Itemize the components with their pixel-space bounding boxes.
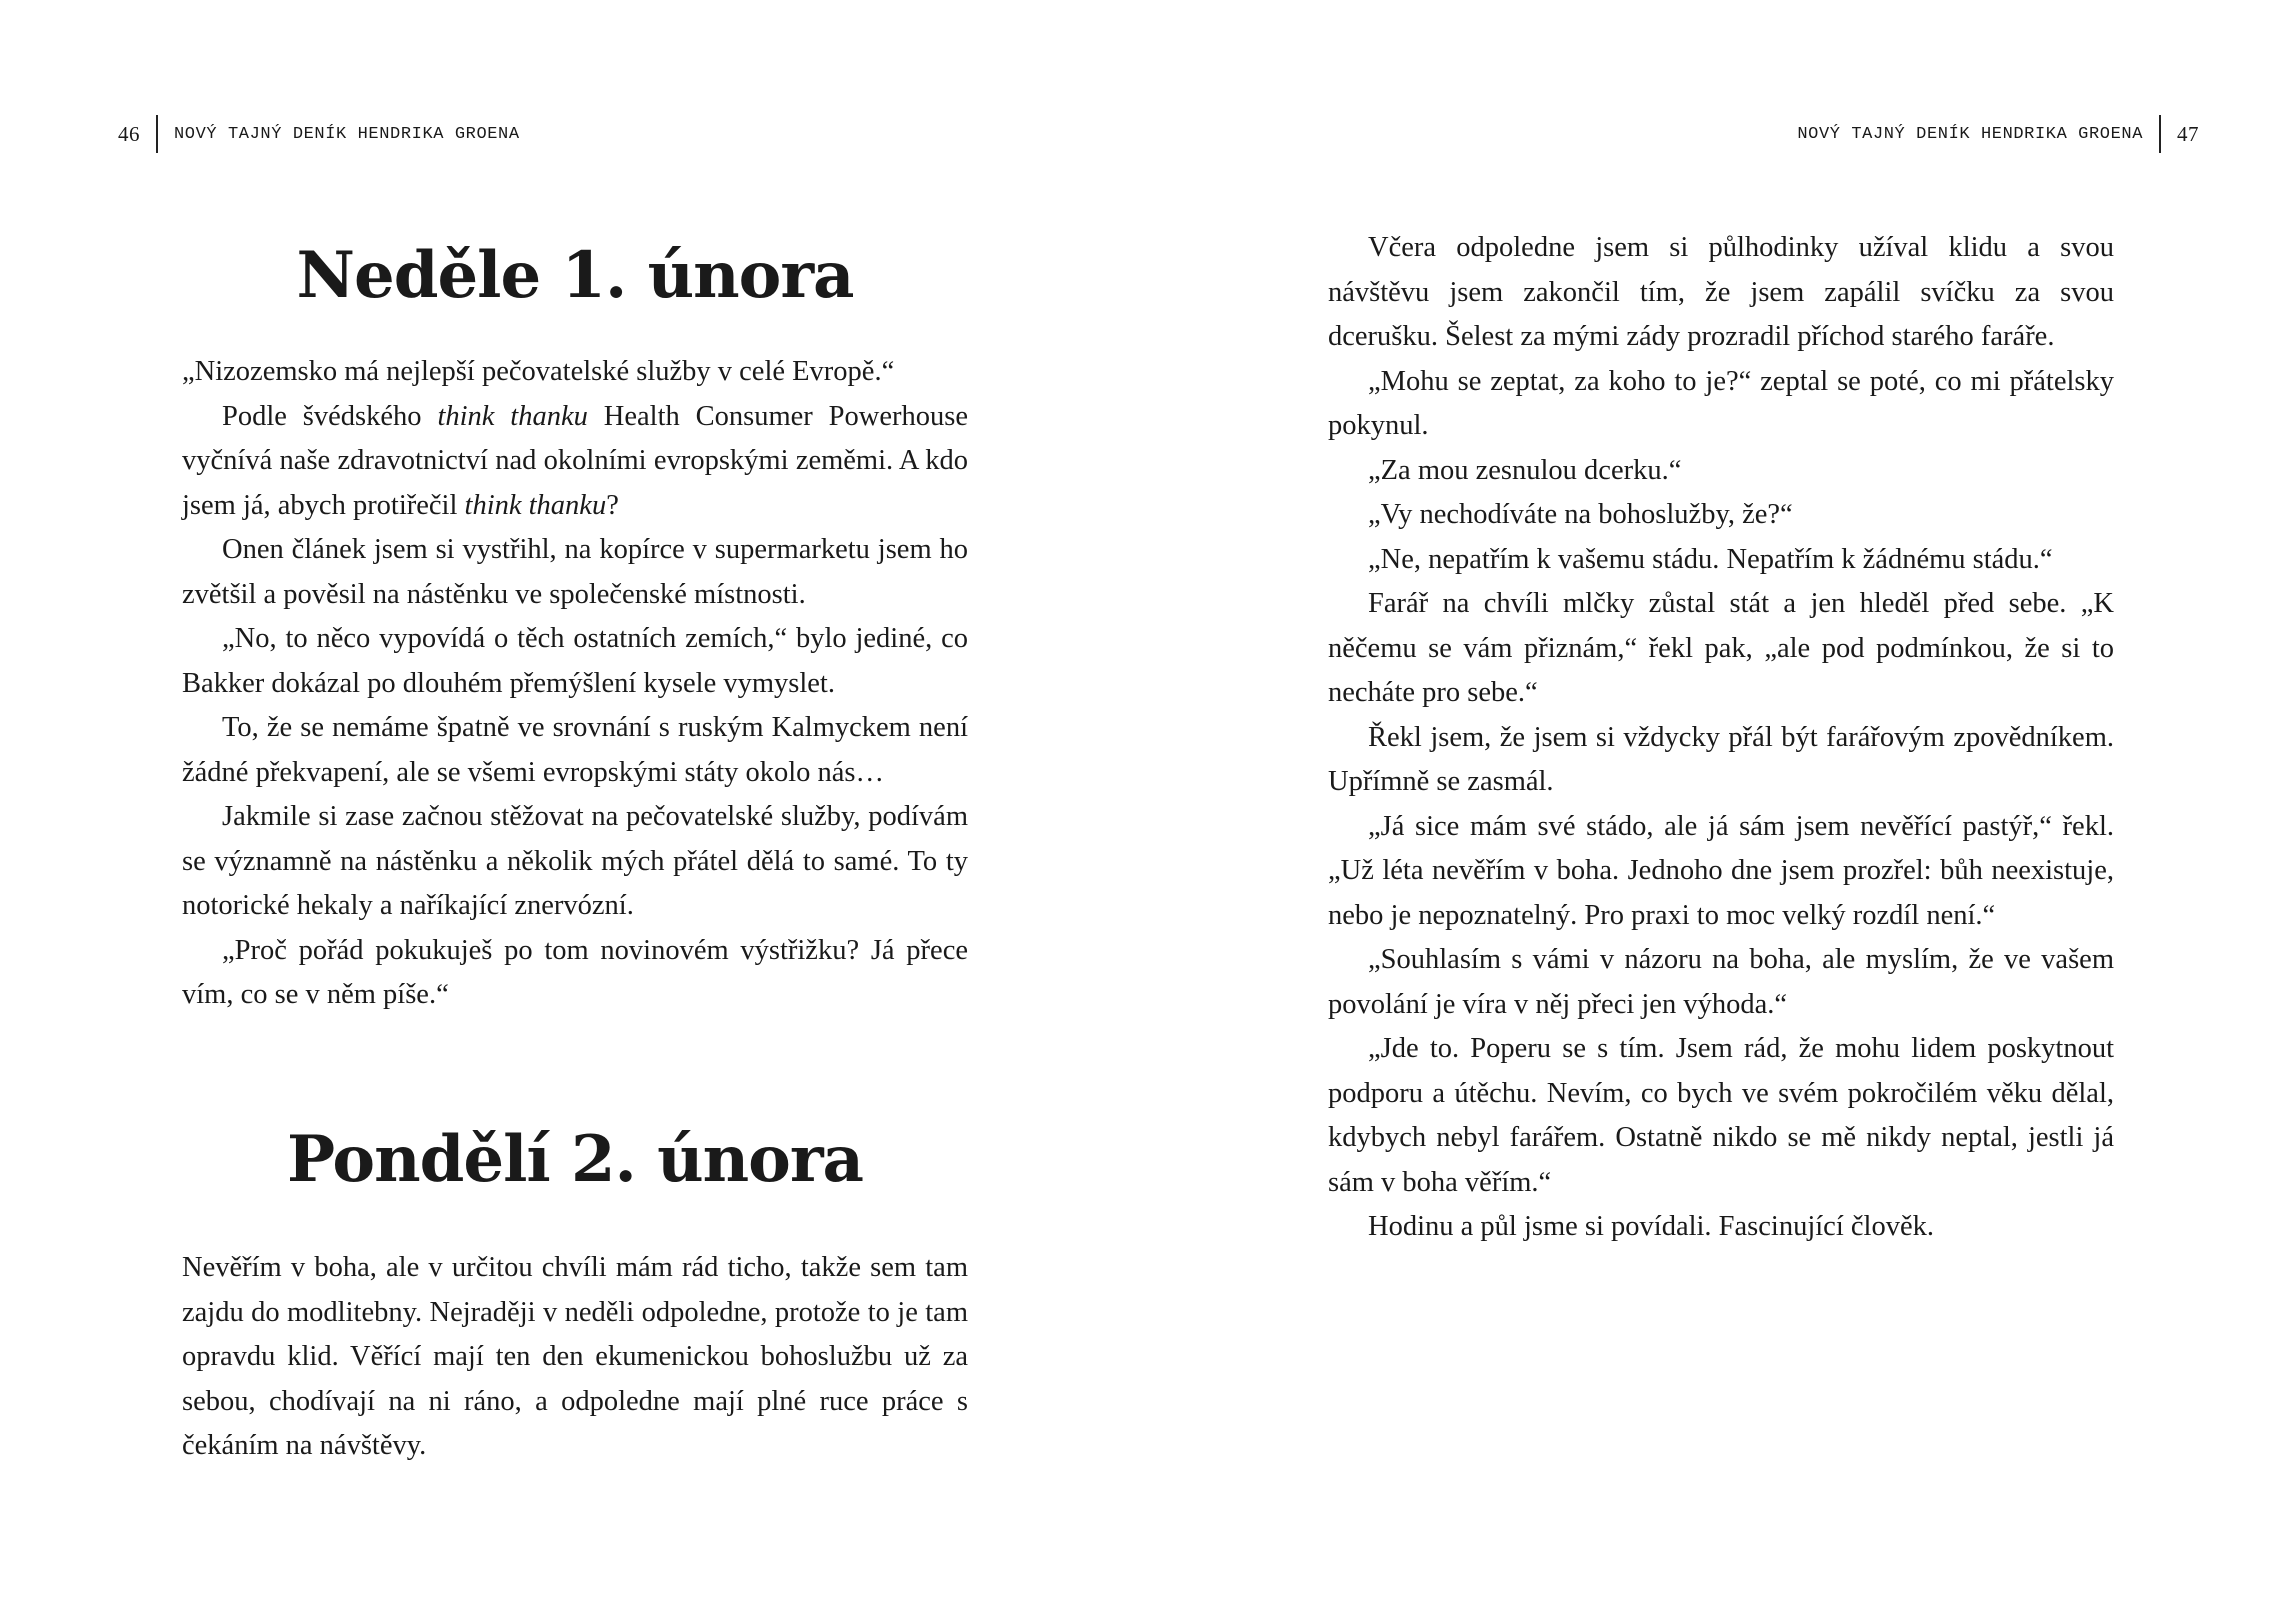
section-sunday <box>182 238 968 1018</box>
paragraph: To, že se nemáme špatně ve srovnání s ruským Kalmyckem není žádné překvapení, ale se všemi evropskými státy okolo nás… <box>182 712 968 788</box>
paragraph: „Vy nechodíváte na bohoslužby, že?“ <box>1368 499 1793 530</box>
paragraph: Jakmile si zase začnou stěžovat na pečovatelské služby, podívám se významně na nástěnku a několik mých přátel dělá to samé. To ty notorické hekaly a naříkající znervózní. <box>182 801 968 921</box>
paragraph: Nevěřím v boha, ale v určitou chvíli mám rád ticho, takže sem tam zajdu do modlitebny. Nejraději v neděli odpoledne, protože to je tam opravdu klid. Věřící mají ten den ekumenickou bohoslužbu už za sebou, chodívají na ni ráno, a odpoledne mají plné ruce práce s čekáním na návštěvy. <box>182 1252 968 1461</box>
right-page-body <box>1328 226 2114 1250</box>
italic-term: think thanku <box>437 400 588 432</box>
section-sunday-body <box>182 350 968 1018</box>
section-monday <box>182 1122 968 1469</box>
paragraph: „Jde to. Poperu se s tím. Jsem rád, že mohu lidem poskytnout podporu a útěchu. Nevím, co bych ve svém pokročilém věku dělal, kdybych nebyl farářem. Ostatně nikdo se mě nikdy neptal, jestli já sám v boha věřím.“ <box>1328 1033 2114 1198</box>
paragraph: „Nizozemsko má nejlepší pečovatelské služby v celé Evropě.“ <box>182 356 895 387</box>
paragraph: Včera odpoledne jsem si půlhodinky užíval klidu a svou návštěvu jsem zakončil tím, že jsem zapálil svíčku za svou dcerušku. Šelest za mými zády prozradil příchod starého faráře. <box>1328 232 2114 352</box>
section-monday-body <box>182 1246 968 1469</box>
chapter-heading-sunday: Neděle 1. února <box>296 238 854 313</box>
right-page <box>1142 0 2284 1615</box>
running-title-left: NOVÝ TAJNÝ DENÍK HENDRIKA GROENA <box>174 124 520 144</box>
page-number-left: 46 <box>118 121 140 146</box>
italic-term: think thanku <box>464 489 607 521</box>
paragraph: „Já sice mám své stádo, ale já sám jsem nevěřící pastýř,“ řekl. „Už léta nevěřím v boha. Jednoho dne jsem prozřel: bůh neexistuje, nebo je nepoznatelný. Pro praxi to moc velký rozdíl není.“ <box>1328 810 2114 931</box>
paragraph: „Ne, nepatřím k vašemu stádu. Nepatřím k žádnému stádu.“ <box>1368 543 2053 575</box>
paragraph: Onen článek jsem si vystřihl, na kopírce v supermarketu jsem ho zvětšil a pověsil na nástěnku ve společenské místnosti. <box>182 534 968 610</box>
paragraph: „Za mou zesnulou dcerku.“ <box>1368 454 1682 486</box>
paragraph: „Souhlasím s vámi v názoru na boha, ale myslím, že ve vašem povolání je víra v něj přeci jen výhoda.“ <box>1328 944 2114 1020</box>
right-page-text <box>1328 226 2114 1250</box>
running-header-left <box>118 114 520 154</box>
header-divider-left <box>156 115 158 153</box>
chapter-heading-monday: Pondělí 2. února <box>286 1122 864 1197</box>
paragraph: Hodinu a půl jsme si povídali. Fascinující člověk. <box>1368 1211 1934 1242</box>
page-number-right: 47 <box>2177 121 2199 146</box>
paragraph: Řekl jsem, že jsem si vždycky přál být farářovým zpovědníkem. Upřímně se zasmál. <box>1328 721 2114 797</box>
paragraph: „Proč pořád pokukuješ po tom novinovém výstřižku? Já přece vím, co se v něm píše.“ <box>182 934 968 1010</box>
paragraph: „No, to něco vypovídá o těch ostatních zemích,“ bylo jediné, co Bakker dokázal po dlouhém přemýšlení kysele vymyslet. <box>182 623 968 699</box>
running-title-right: NOVÝ TAJNÝ DENÍK HENDRIKA GROENA <box>1797 124 2143 144</box>
paragraph: Podle švédského think thanku Health Consumer Powerhouse vyčnívá naše zdravotnictví nad okolními evropskými zeměmi. A kdo jsem já, abych protiřečil think thanku? <box>182 400 968 521</box>
running-header-right <box>1797 114 2199 154</box>
header-divider-right <box>2159 115 2161 153</box>
paragraph: Farář na chvíli mlčky zůstal stát a jen hleděl před sebe. „K něčemu se vám přiznám,“ řekl pak, „ale pod podmínkou, že si to necháte pro sebe.“ <box>1328 588 2114 708</box>
paragraph: „Mohu se zeptat, za koho to je?“ zeptal se poté, co mi přátelsky pokynul. <box>1328 365 2114 441</box>
